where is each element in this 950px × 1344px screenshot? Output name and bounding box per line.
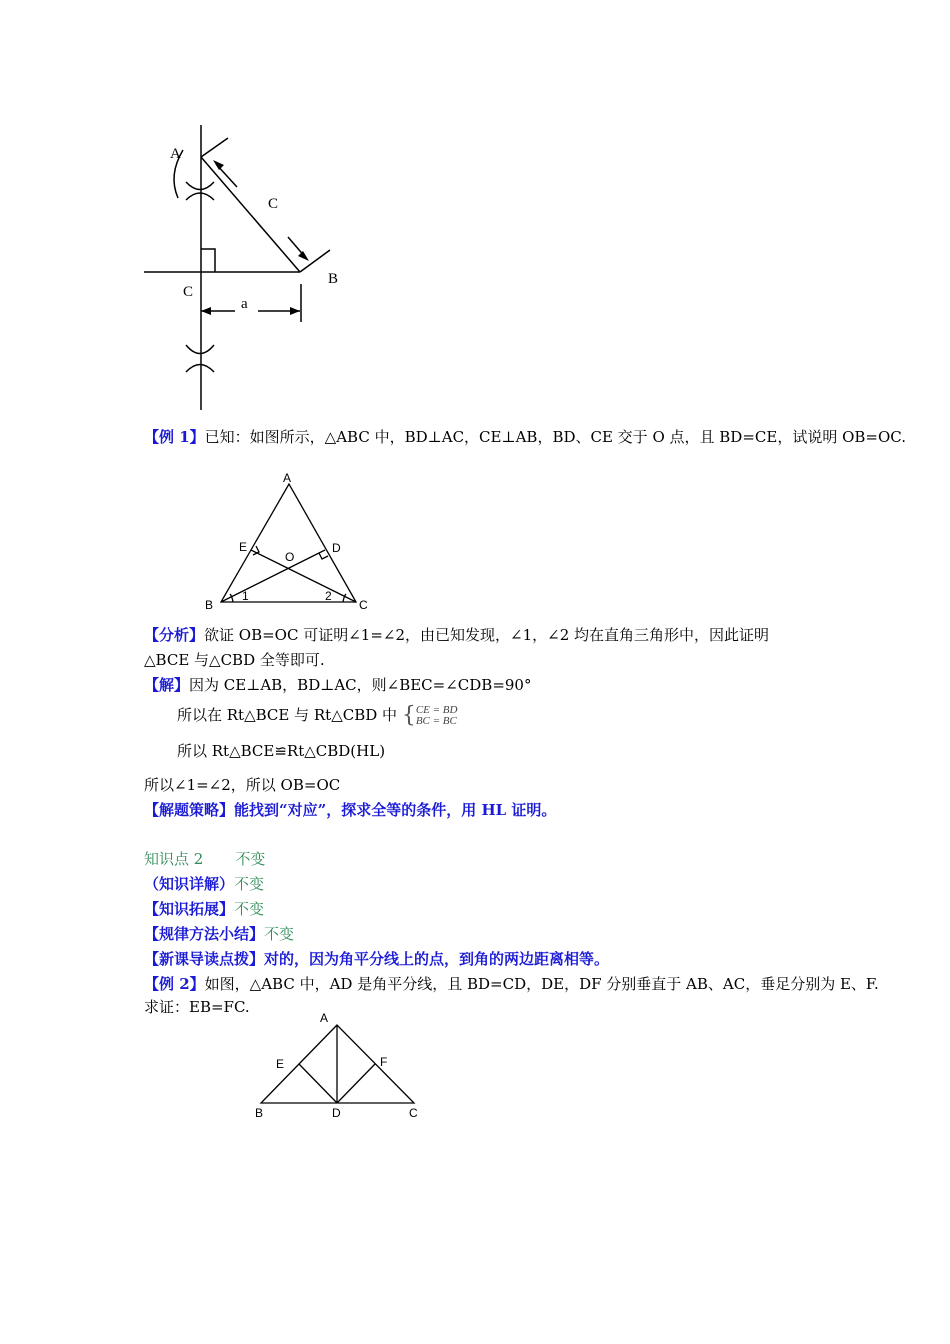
figure-triangle-altitudes	[200, 465, 385, 615]
label-b: B	[328, 271, 339, 287]
knowledge-detail-line	[144, 874, 264, 894]
equation-2: BC = BC	[415, 715, 457, 727]
knowledge-point-line	[144, 849, 265, 869]
knowledge-expand-line	[144, 899, 264, 919]
knowledge-guide-text: 对的，因为角平分线上的点，到角的两边距离相等。	[264, 950, 610, 968]
knowledge-expand-tag: 【知识拓展】	[144, 900, 235, 918]
brace-icon: {	[401, 703, 416, 728]
solution-line2	[177, 705, 457, 727]
example1-statement	[144, 427, 906, 447]
fig3-label-b: B	[255, 1106, 264, 1120]
strategy-line	[144, 800, 556, 820]
analysis-text: 欲证 OB=OC 可证明∠1=∠2，由已知发现，∠1，∠2 均在直角三角形中，因此证明	[204, 626, 770, 644]
label-c-bottom: C	[183, 284, 194, 300]
knowledge-guide-line	[144, 949, 609, 969]
fig3-label-d: D	[332, 1106, 341, 1120]
knowledge-point-label: 知识点 2	[144, 850, 204, 868]
analysis-line2: △BCE 与△CBD 全等即可.	[144, 651, 325, 669]
fig2-label-2: 2	[325, 589, 332, 603]
strategy-tag: 【解题策略】	[144, 801, 235, 819]
knowledge-guide-tag: 【新课导读点拨】	[144, 950, 265, 968]
fig3-label-f: F	[380, 1055, 388, 1069]
knowledge-detail-tag: （知识详解）	[144, 875, 235, 893]
knowledge-point-value: 不变	[235, 850, 266, 868]
fig2-label-a: A	[283, 471, 292, 485]
analysis-tag: 【分析】	[144, 626, 205, 644]
analysis-line1	[144, 625, 769, 645]
example2-line2: 求证：EB=FC.	[144, 998, 250, 1016]
fig3-label-a: A	[320, 1011, 329, 1025]
figure-angle-bisector	[250, 1008, 430, 1123]
equation-system	[416, 705, 458, 727]
solution-step3: 所以 Rt△BCE≌Rt△CBD(HL)	[177, 742, 386, 760]
solution-text: 因为 CE⊥AB，BD⊥AC，则∠BEC=∠CDB=90°	[189, 676, 532, 694]
fig2-label-1: 1	[242, 589, 249, 603]
fig2-label-c: C	[359, 598, 368, 612]
label-dimension-a: a	[241, 296, 248, 312]
fig2-label-e: E	[239, 540, 248, 554]
knowledge-detail-value: 不变	[234, 875, 265, 893]
knowledge-summary-line	[144, 924, 294, 944]
label-a: A	[170, 146, 181, 162]
equation-1: CE = BD	[415, 704, 458, 716]
knowledge-summary-tag: 【规律方法小结】	[144, 925, 265, 943]
knowledge-summary-value: 不变	[264, 925, 295, 943]
knowledge-expand-value: 不变	[234, 900, 265, 918]
fig2-label-o: O	[285, 550, 295, 564]
fig2-label-d: D	[332, 541, 341, 555]
figure-construction	[130, 120, 360, 420]
strategy-text: 能找到“对应”，探求全等的条件，用 HL 证明。	[234, 801, 557, 819]
example1-tag: 【例 1】	[144, 428, 205, 446]
example1-text: 已知：如图所示，△ABC 中，BD⊥AC，CE⊥AB，BD、CE 交于 O 点，且 BD=CE，试说明 OB=OC.	[204, 428, 906, 446]
solution-step2: 所以在 Rt△BCE 与 Rt△CBD 中	[177, 706, 398, 724]
example2-tag: 【例 2】	[144, 975, 205, 993]
solution-step4: 所以∠1=∠2，所以 OB=OC	[144, 776, 341, 794]
solution-tag: 【解】	[144, 676, 190, 694]
example2-text: 如图，△ABC 中，AD 是角平分线，且 BD=CD，DE，DF 分别垂直于 AB、AC，垂足分别为 E、F.	[204, 975, 879, 993]
fig3-label-c: C	[409, 1106, 418, 1120]
fig2-label-b: B	[205, 598, 214, 612]
solution-line1	[144, 675, 531, 695]
fig3-label-e: E	[276, 1057, 285, 1071]
example2-statement	[144, 974, 879, 994]
label-c-top: C	[268, 196, 279, 212]
